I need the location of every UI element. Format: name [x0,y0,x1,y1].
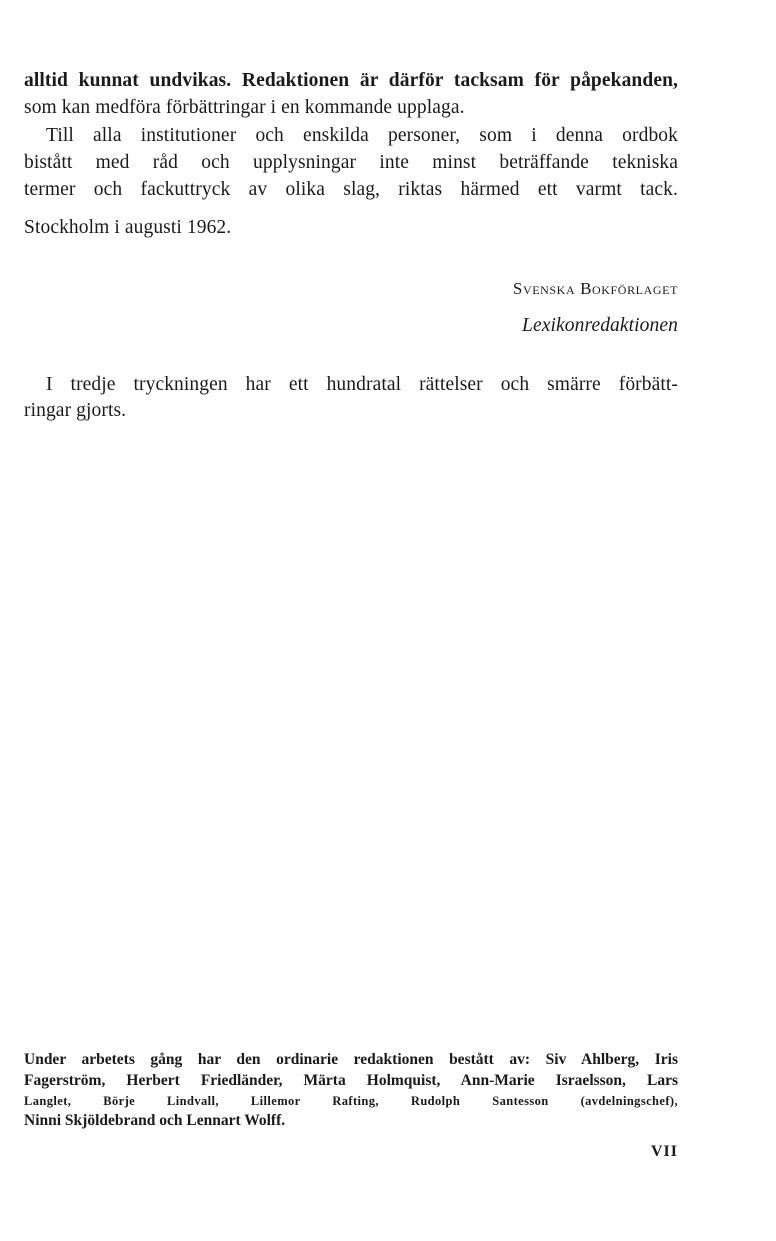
paragraph-1-line-2: som kan medföra förbättringar i en kommande upplaga. [24,97,465,118]
footnote-line-3: Langlet, Börje Lindvall, Lillemor Rafting, Rudolph Santesson (avdelningschef), [24,1094,678,1108]
paragraph-3-line-2: ringar gjorts. [24,400,127,421]
footnote-line-2: Fagerström, Herbert Friedländer, Märta Holmquist, Ann-Marie Israelsson, Lars [24,1072,678,1089]
page-number: VII [650,1143,678,1160]
paragraph-1-line-1: alltid kunnat undvikas. Redaktionen är därför tacksam för påpekanden, [24,70,678,91]
footnote-line-4: Ninni Skjöldebrand och Lennart Wolff. [24,1112,286,1129]
place-date: Stockholm i augusti 1962. [24,217,232,238]
paragraph-3-line-1: I tredje tryckningen har ett hundratal rättelser och smärre förbätt- [46,374,678,395]
department-name: Lexikonredaktionen [522,315,678,336]
publisher-name: Svenska Bokförlaget [512,279,678,298]
paragraph-2-line-3: termer och fackuttryck av olika slag, riktas härmed ett varmt tack. [24,179,678,200]
paragraph-2-line-2: bistått med råd och upplysningar inte minst beträffande tekniska [24,152,678,173]
footnote-line-1: Under arbetets gång har den ordinarie redaktionen bestått av: Siv Ahlberg, Iris [24,1051,678,1068]
paragraph-2-line-1: Till alla institutioner och enskilda personer, som i denna ordbok [46,125,678,146]
